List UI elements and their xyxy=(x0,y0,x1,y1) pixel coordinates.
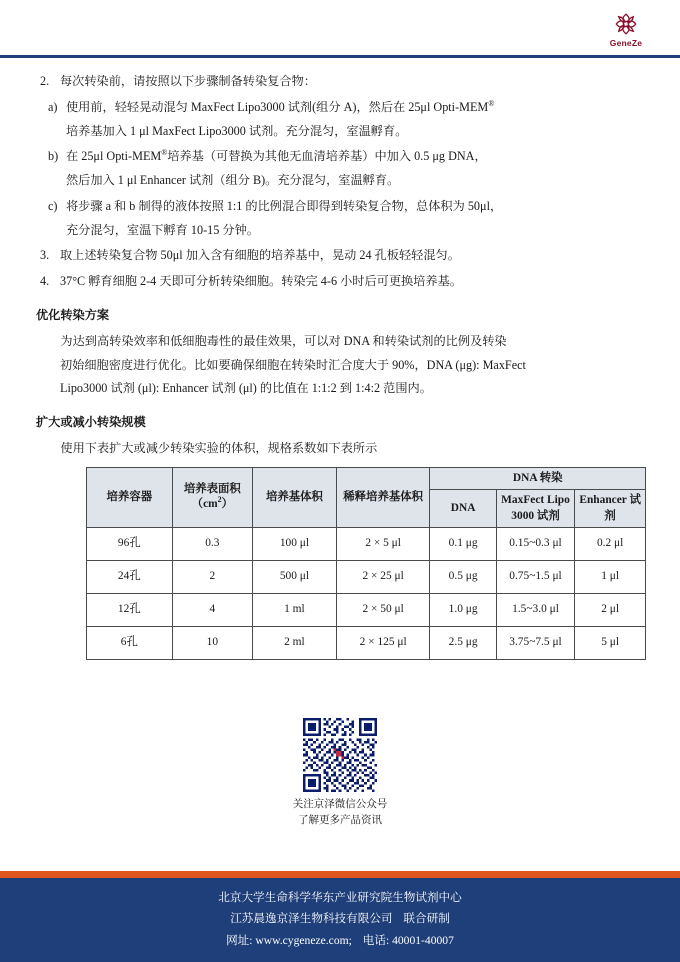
list-marker: 4. xyxy=(40,274,50,289)
cell-medium-volume: 500 μl xyxy=(253,560,337,593)
sub-line-1: 使用前，轻轻晃动混匀 MaxFect Lipo3000 试剂(组分 A)，然后在 25μl Opti-MEM xyxy=(66,99,489,114)
list-text: 每次转染前，请按照以下步骤制备转染复合物： xyxy=(60,74,316,88)
list-text xyxy=(66,195,646,243)
cell-surface-area: 0.3 xyxy=(172,527,252,560)
cell-maxfect: 1.5~3.0 μl xyxy=(496,593,574,626)
cell-dilution-volume: 2 × 125 μl xyxy=(336,626,430,659)
list-item xyxy=(34,70,646,94)
footer-company: 江苏晨逸京泽生物科技有限公司 xyxy=(230,912,393,926)
footer-phone: 电话: 40001-40007 xyxy=(362,933,454,947)
optimize-paragraph-line-1: 为达到高转染效率和低细胞毒性的最佳效果，可以对 DNA 和转染试剂的比例及转染 xyxy=(60,333,507,348)
flower-logo-icon xyxy=(613,11,639,37)
optimize-paragraph-line-2: 初始细胞密度进行优化。比如要确保细胞在转染时汇合度大于 90%，DNA (μg): MaxFect xyxy=(60,357,526,372)
list-text xyxy=(66,96,646,144)
cell-dilution-volume: 2 × 25 μl xyxy=(336,560,430,593)
cell-vessel: 96孔 xyxy=(87,527,173,560)
cell-maxfect: 0.75~1.5 μl xyxy=(496,560,574,593)
optimize-paragraph-line-3: Lipo3000 试剂 (μl): Enhancer 试剂 (μl) 的比值在 1:1:2 到 1:4:2 范围内。 xyxy=(60,381,432,396)
registered-mark: ® xyxy=(161,148,168,158)
list-item xyxy=(34,96,646,144)
th-dna: DNA xyxy=(430,490,496,528)
list-item xyxy=(34,270,646,294)
section-heading-scale: 扩大或减小转染规模 xyxy=(36,415,146,430)
cell-enhancer: 1 μl xyxy=(575,560,646,593)
table-row xyxy=(87,593,646,626)
list-marker: a) xyxy=(48,99,58,114)
list-text: 取上述转染复合物 50μl 加入含有细胞的培养基中，晃动 24 孔板轻轻混匀。 xyxy=(60,248,460,263)
list-text xyxy=(66,145,646,193)
th-group-dna-transfection: DNA 转染 xyxy=(430,467,646,489)
cell-vessel: 12孔 xyxy=(87,593,173,626)
footer-website: 网址: www.cygeneze.com; xyxy=(226,933,352,947)
qr-section xyxy=(34,718,646,829)
list-text: 37°C 孵育细胞 2-4 天即可分析转染细胞。转染完 4-6 小时后可更换培养基。 xyxy=(60,274,462,289)
list-marker: 3. xyxy=(40,248,50,263)
footer-jointly-developed: 联合研制 xyxy=(403,912,450,926)
th-surface-area xyxy=(172,467,252,527)
footer-accent-bar xyxy=(0,871,680,878)
qr-caption-line-2: 了解更多产品资讯 xyxy=(298,814,382,826)
scale-note: 使用下表扩大或减少转染实验的体积，规格系数如下表所示 xyxy=(60,440,378,455)
cell-vessel: 24孔 xyxy=(87,560,173,593)
document-body xyxy=(0,56,680,828)
sub-line-2: 充分混匀，室温下孵育 10-15 分钟。 xyxy=(66,222,259,237)
th-dilution-volume: 稀释培养基体积 xyxy=(336,467,430,527)
sub-line-1: 将步骤 a 和 b 制得的液体按照 1:1 的比例混合即得到转染复合物，总体积为 50μl， xyxy=(66,198,503,213)
spec-table-wrap xyxy=(34,461,646,660)
th-medium-volume: 培养基体积 xyxy=(253,467,337,527)
th-maxfect: MaxFect Lipo 3000 试剂 xyxy=(496,490,574,528)
superscript-two: 2 xyxy=(217,495,222,505)
cell-enhancer: 2 μl xyxy=(575,593,646,626)
cell-enhancer: 5 μl xyxy=(575,626,646,659)
page-footer xyxy=(0,871,680,962)
cell-surface-area: 10 xyxy=(172,626,252,659)
table-row xyxy=(87,560,646,593)
table-row xyxy=(87,527,646,560)
table-body xyxy=(87,527,646,659)
list-marker: 2. xyxy=(40,74,50,88)
logo-wordmark: GeneZe xyxy=(609,37,643,48)
list-item xyxy=(34,195,646,243)
th-vessel: 培养容器 xyxy=(87,467,173,527)
cell-dna: 0.1 μg xyxy=(430,527,496,560)
cell-surface-area: 2 xyxy=(172,560,252,593)
table-row xyxy=(87,626,646,659)
qr-caption xyxy=(34,797,646,829)
cell-dna: 1.0 μg xyxy=(430,593,496,626)
qr-caption-line-1: 关注京泽微信公众号 xyxy=(292,798,388,810)
cell-dilution-volume: 2 × 50 μl xyxy=(336,593,430,626)
list-item xyxy=(34,145,646,193)
cell-maxfect: 0.15~0.3 μl xyxy=(496,527,574,560)
table-head xyxy=(87,467,646,527)
page-header xyxy=(0,0,680,56)
th-enhancer: Enhancer 试剂 xyxy=(575,490,646,528)
cell-medium-volume: 100 μl xyxy=(253,527,337,560)
table-header-row-1 xyxy=(87,467,646,489)
cell-medium-volume: 1 ml xyxy=(253,593,337,626)
list-marker: c) xyxy=(48,198,58,213)
cell-surface-area: 4 xyxy=(172,593,252,626)
cell-maxfect: 3.75~7.5 μl xyxy=(496,626,574,659)
cell-vessel: 6孔 xyxy=(87,626,173,659)
cell-medium-volume: 2 ml xyxy=(253,626,337,659)
section-heading-optimize: 优化转染方案 xyxy=(36,308,110,323)
footer-line-3 xyxy=(0,930,680,951)
sub-list xyxy=(34,96,646,243)
list-item xyxy=(34,244,646,268)
cell-dna: 0.5 μg xyxy=(430,560,496,593)
cell-dna: 2.5 μg xyxy=(430,626,496,659)
qr-code-icon xyxy=(303,718,377,792)
footer-content xyxy=(0,878,680,962)
list-marker: b) xyxy=(48,149,59,164)
company-logo xyxy=(594,6,658,52)
sub-line-1-tail: 培养基（可替换为其他无血清培养基）中加入 0.5 μg DNA， xyxy=(167,149,487,164)
footer-line-1: 北京大学生命科学华东产业研究院生物试剂中心 xyxy=(218,890,462,904)
cell-dilution-volume: 2 × 5 μl xyxy=(336,527,430,560)
sub-line-1: 在 25μl Opti-MEM xyxy=(66,149,162,164)
spec-table xyxy=(86,467,646,660)
footer-line-2 xyxy=(0,908,680,929)
header-divider xyxy=(0,55,680,58)
registered-mark: ® xyxy=(488,98,495,108)
sub-line-2: 然后加入 1 μl Enhancer 试剂（组分 B)。充分混匀，室温孵育。 xyxy=(66,173,400,188)
sub-line-2: 培养基加入 1 μl MaxFect Lipo3000 试剂。充分混匀，室温孵育。 xyxy=(66,123,408,138)
th-surface-area-text: 培养表面积（cm xyxy=(183,482,241,511)
cell-enhancer: 0.2 μl xyxy=(575,527,646,560)
th-surface-area-tail: ） xyxy=(221,498,234,511)
